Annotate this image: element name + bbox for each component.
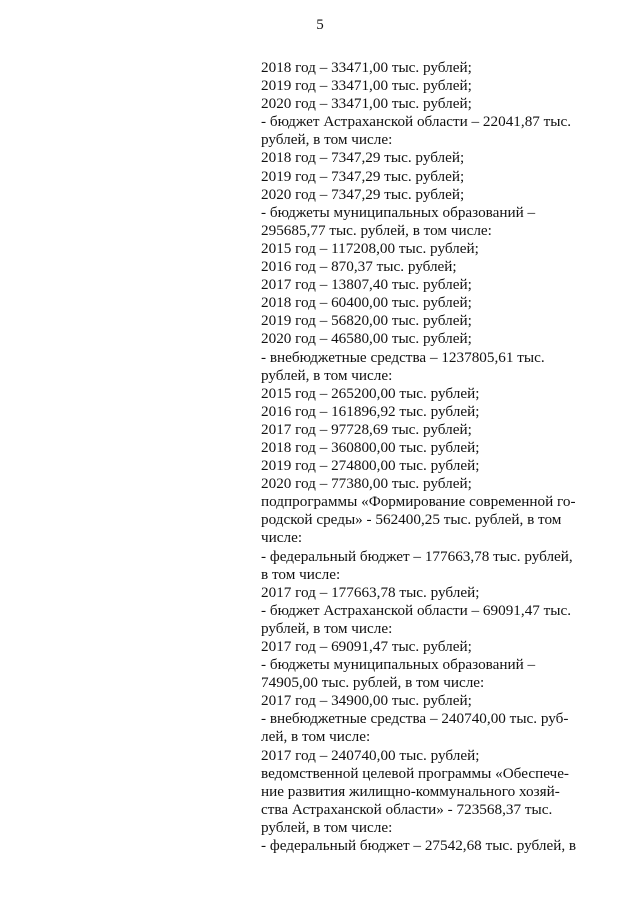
text-line: ства Астраханской области» - 723568,37 тыс.	[261, 800, 553, 818]
text-line: 2016 год – 870,37 тыс. рублей;	[261, 258, 457, 276]
text-line: 2017 год – 34900,00 тыс. рублей;	[261, 692, 472, 710]
text-line: ведомственной целевой программы «Обеспече-	[261, 764, 569, 782]
text-line: 2015 год – 117208,00 тыс. рублей;	[261, 239, 479, 257]
text-line: - федеральный бюджет – 27542,68 тыс. рублей, в	[261, 837, 577, 855]
text-line: 2018 год – 360800,00 тыс. рублей;	[261, 438, 480, 456]
text-line: 2017 год – 13807,40 тыс. рублей;	[261, 276, 472, 294]
text-line: 2019 год – 7347,29 тыс. рублей;	[261, 167, 465, 185]
text-line: 2018 год – 7347,29 тыс. рублей;	[261, 149, 465, 167]
text-line: рублей, в том числе:	[261, 131, 393, 149]
text-line: родской среды» - 562400,25 тыс. рублей, в том	[261, 511, 562, 529]
text-line: 2017 год – 177663,78 тыс. рублей;	[261, 583, 480, 601]
text-line: лей, в том числе:	[261, 728, 371, 746]
text-line: 2015 год – 265200,00 тыс. рублей;	[261, 384, 480, 402]
text-line: подпрограммы «Формирование современной го-	[261, 493, 576, 511]
text-line: рублей, в том числе:	[261, 818, 393, 836]
text-line: 2020 год – 7347,29 тыс. рублей;	[261, 185, 465, 203]
text-line: в том числе:	[261, 565, 341, 583]
text-line: 2016 год – 161896,92 тыс. рублей;	[261, 402, 480, 420]
page-number: 5	[316, 17, 324, 33]
text-line: 2017 год – 69091,47 тыс. рублей;	[261, 638, 472, 655]
text-line: 295685,77 тыс. рублей, в том числе:	[261, 221, 492, 239]
text-line: 2018 год – 33471,00 тыс. рублей;	[261, 59, 472, 76]
text-line: - бюджеты муниципальных образований –	[261, 203, 536, 221]
text-line: - бюджет Астраханской области – 69091,47 тыс.	[261, 601, 572, 619]
text-line: 74905,00 тыс. рублей, в том числе:	[261, 674, 485, 692]
text-line: - федеральный бюджет – 177663,78 тыс. рублей,	[261, 547, 573, 565]
text-line: 2020 год – 77380,00 тыс. рублей;	[261, 475, 472, 493]
text-line: числе:	[261, 529, 303, 547]
text-line: - внебюджетные средства – 1237805,61 тыс.	[261, 348, 545, 366]
text-line: рублей, в том числе:	[261, 366, 393, 384]
text-line: 2017 год – 97728,69 тыс. рублей;	[261, 420, 472, 438]
text-line: - бюджеты муниципальных образований –	[261, 656, 536, 674]
text-line: 2020 год – 33471,00 тыс. рублей;	[261, 95, 472, 113]
text-line: 2019 год – 56820,00 тыс. рублей;	[261, 312, 472, 330]
text-line: 2020 год – 46580,00 тыс. рублей;	[261, 330, 472, 348]
text-line: ние развития жилищно-коммунального хозяй-	[261, 782, 560, 800]
document-body	[261, 59, 591, 855]
text-line: - внебюджетные средства – 240740,00 тыс. руб-	[261, 710, 569, 728]
text-line: 2018 год – 60400,00 тыс. рублей;	[261, 294, 472, 312]
text-line: 2019 год – 274800,00 тыс. рублей;	[261, 457, 480, 475]
text-line: 2019 год – 33471,00 тыс. рублей;	[261, 77, 472, 95]
text-line: рублей, в том числе:	[261, 619, 393, 637]
text-line: - бюджет Астраханской области – 22041,87 тыс.	[261, 113, 572, 131]
text-line: 2017 год – 240740,00 тыс. рублей;	[261, 746, 480, 764]
